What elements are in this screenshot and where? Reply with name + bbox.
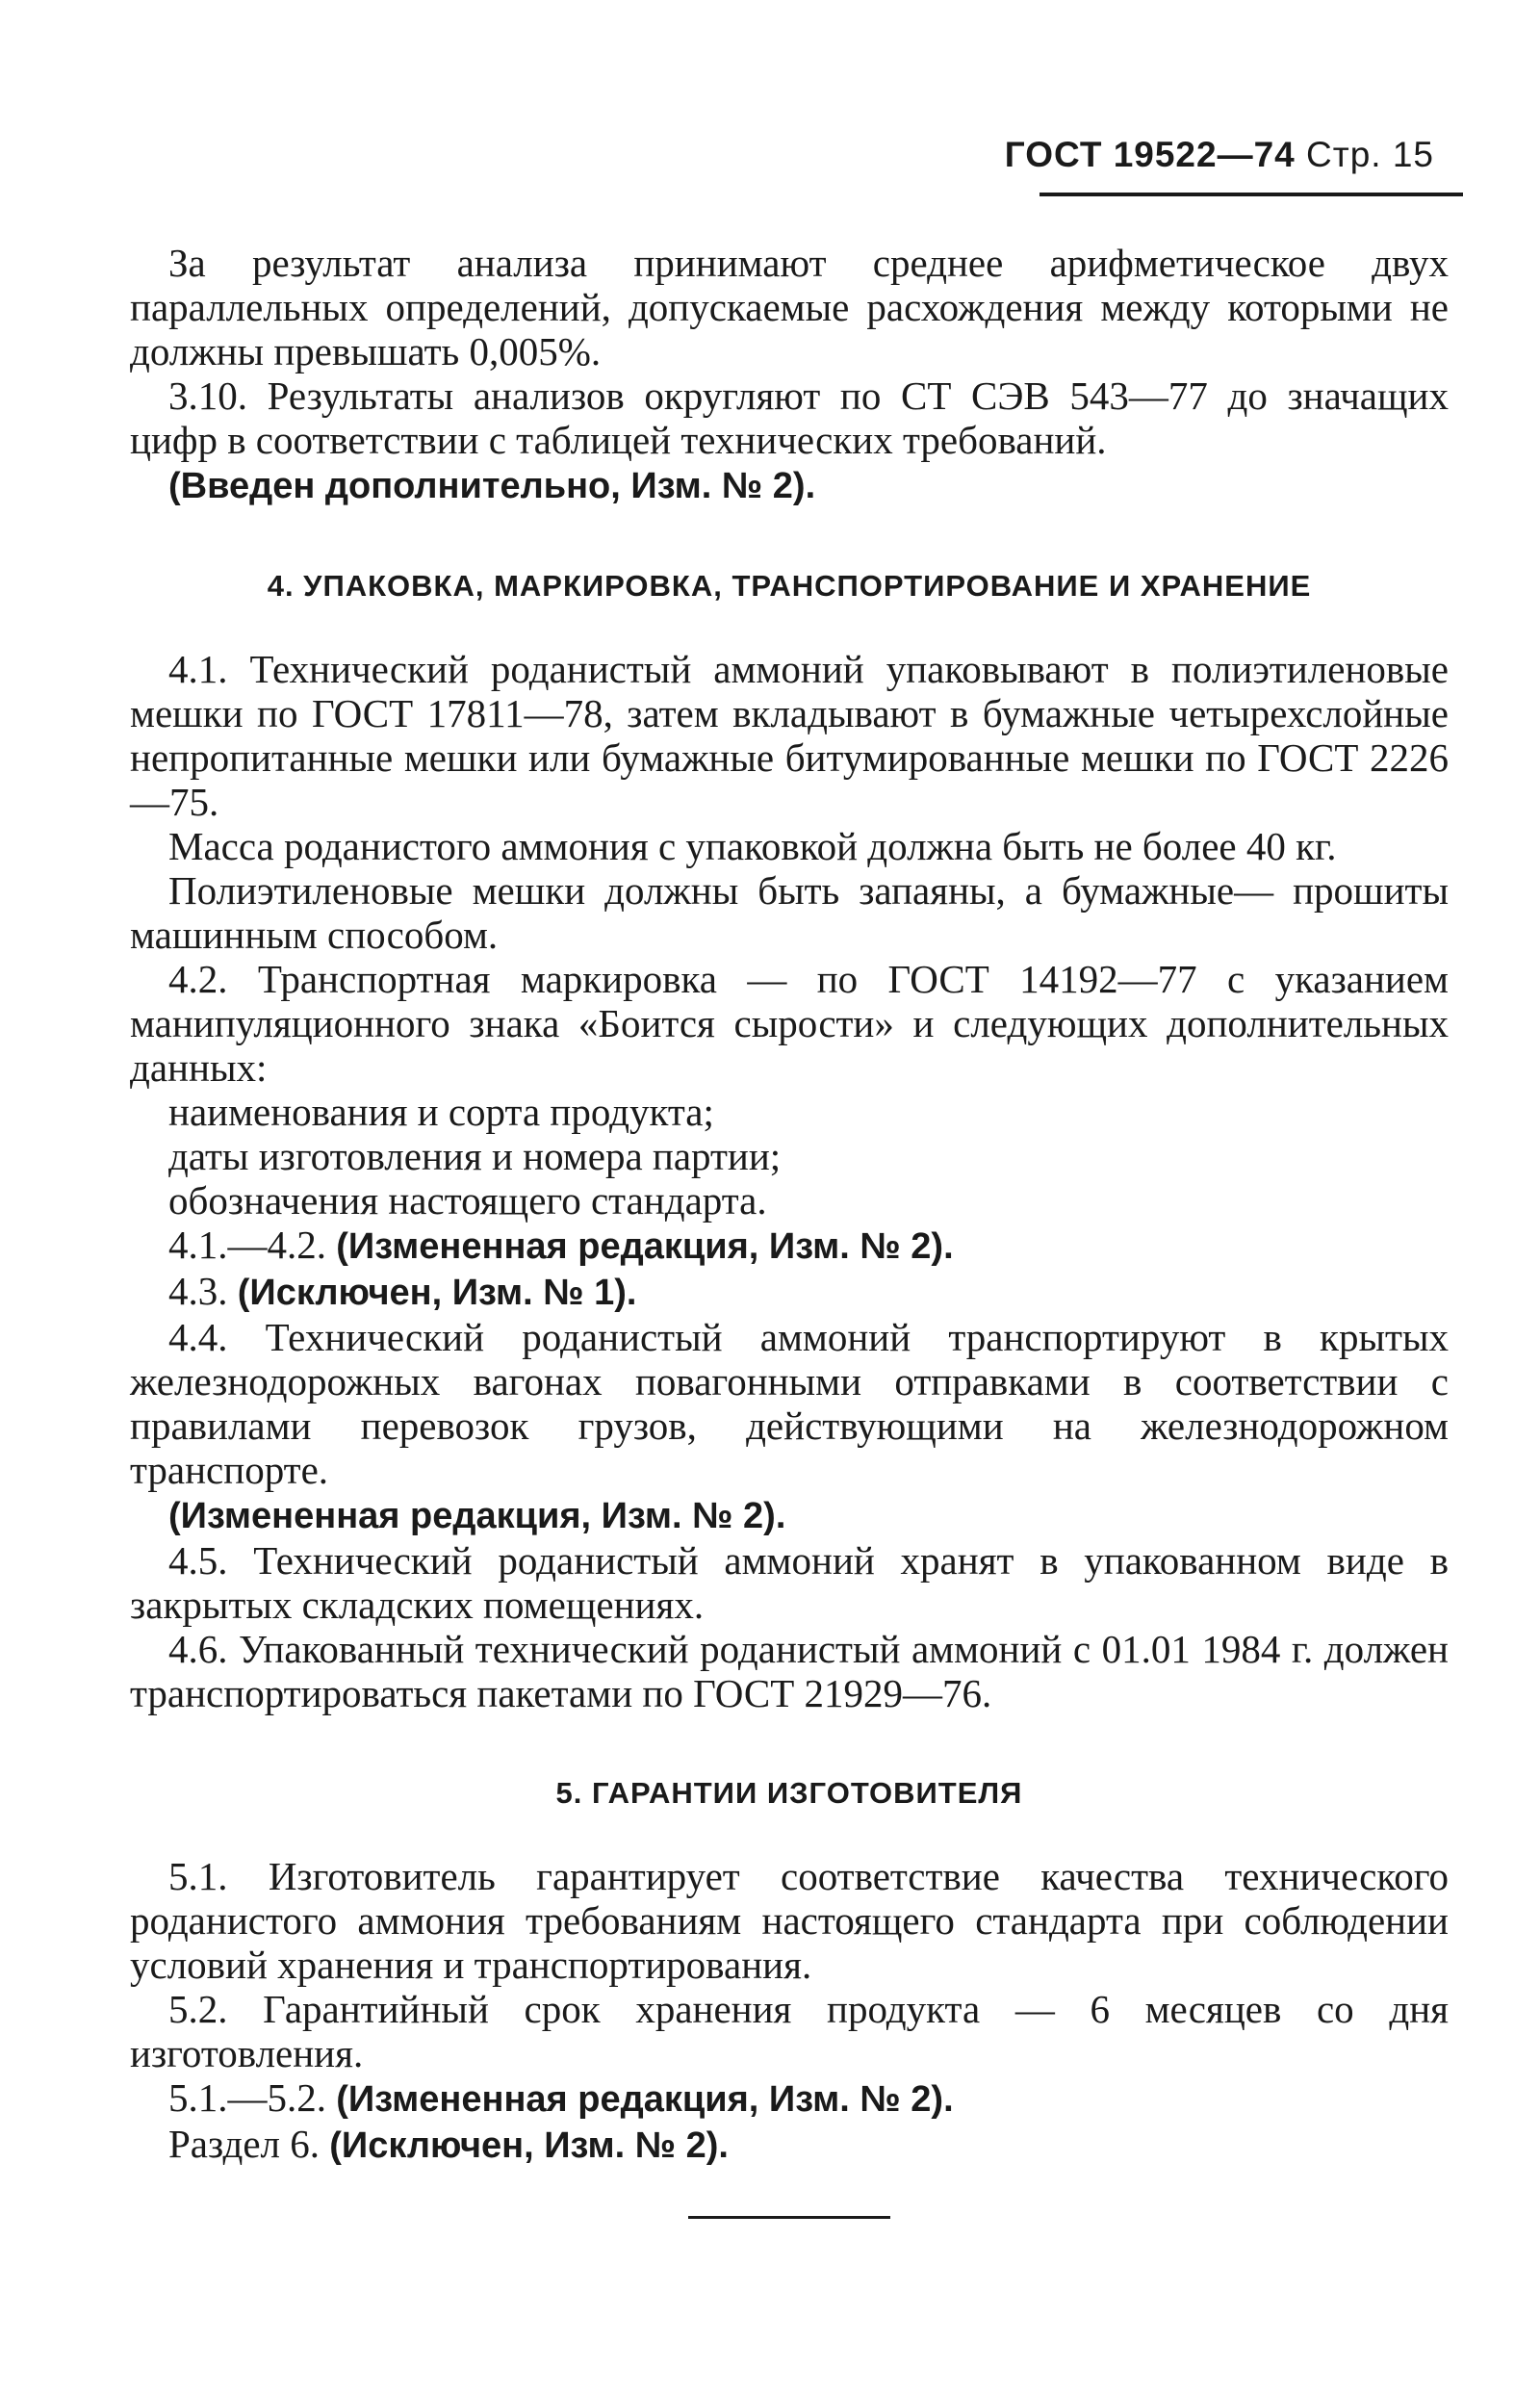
paragraph-5-2: 5.2. Гарантийный срок хранения продукта — 6 месяцев со дня изготовления.: [130, 1987, 1449, 2075]
amendment-4-4: (Измененная редакция, Изм. № 2).: [168, 1496, 786, 1536]
section-6-note: Раздел 6. (Исключен, Изм. № 2).: [168, 2122, 729, 2166]
paragraph-4-6: 4.6. Упакованный технический роданистый аммоний с 01.01 1984 г. должен транспортироваться пакетами по ГОСТ 21929—76.: [130, 1627, 1449, 1715]
paragraph-4-1: 4.1. Технический роданистый аммоний упаковывают в полиэтиленовые мешки по ГОСТ 17811—78, затем вкладывают в бумажные четырехслойные непропитанные мешки или бумажные битумированные мешки по ГОСТ 2226—75.: [130, 647, 1449, 824]
amendment-4-1-4-2: 4.1.—4.2. (Измененная редакция, Изм. № 2).: [168, 1223, 954, 1267]
page-number: Стр. 15: [1306, 135, 1434, 174]
amendment-note: (Введен дополнительно, Изм. № 2).: [168, 466, 816, 506]
header-rule: [1040, 193, 1463, 196]
paragraph-result: За результат анализа принимают среднее арифметическое двух параллельных определений, допускаемые расхождения между которыми не должны превышать 0,005%.: [130, 241, 1449, 373]
document-body: [130, 241, 1449, 2219]
end-rule: [688, 2216, 890, 2219]
paragraph-4-4: 4.4. Технический роданистый аммоний транспортируют в крытых железнодорожных вагонах повагонными отправками в соответствии с правилами перевозок грузов, действующими на железнодорожном транспорте.: [130, 1315, 1449, 1492]
paragraph-4-2: 4.2. Транспортная маркировка — по ГОСТ 14192—77 с указанием манипуляционного знака «Боится сырости» и следующих дополнительных данных:: [130, 957, 1449, 1090]
amendment-4-3: 4.3. (Исключен, Изм. № 1).: [168, 1269, 637, 1313]
section-heading-5: 5. ГАРАНТИИ ИЗГОТОВИТЕЛЯ: [555, 1776, 1023, 1810]
list-item: обозначения настоящего стандарта.: [168, 1178, 767, 1223]
paragraph-5-1: 5.1. Изготовитель гарантирует соответствие качества технического роданистого аммония требованиям настоящего стандарта при соблюдении условий хранения и транспортирования.: [130, 1854, 1449, 1987]
amendment-5-1-5-2: 5.1.—5.2. (Измененная редакция, Изм. № 2).: [168, 2075, 954, 2120]
list-item: даты изготовления и номера партии;: [168, 1134, 782, 1178]
paragraph-3-10: 3.10. Результаты анализов округляют по СТ СЭВ 543—77 до значащих цифр в соответствии с таблицей технических требований.: [130, 373, 1449, 462]
list-item: наименования и сорта продукта;: [168, 1090, 714, 1134]
paragraph-4-1-mass: Масса роданистого аммония с упаковкой должна быть не более 40 кг.: [168, 824, 1337, 868]
paragraph-4-5: 4.5. Технический роданистый аммоний хранят в упакованном виде в закрытых складских помещениях.: [130, 1538, 1449, 1627]
paragraph-4-1-bags: Полиэтиленовые мешки должны быть запаяны, а бумажные— прошиты машинным способом.: [130, 868, 1449, 957]
gost-number: ГОСТ 19522—74: [1004, 135, 1296, 174]
section-heading-4: 4. УПАКОВКА, МАРКИРОВКА, ТРАНСПОРТИРОВАНИЕ И ХРАНЕНИЕ: [267, 569, 1312, 603]
page-header: [1005, 135, 1434, 175]
